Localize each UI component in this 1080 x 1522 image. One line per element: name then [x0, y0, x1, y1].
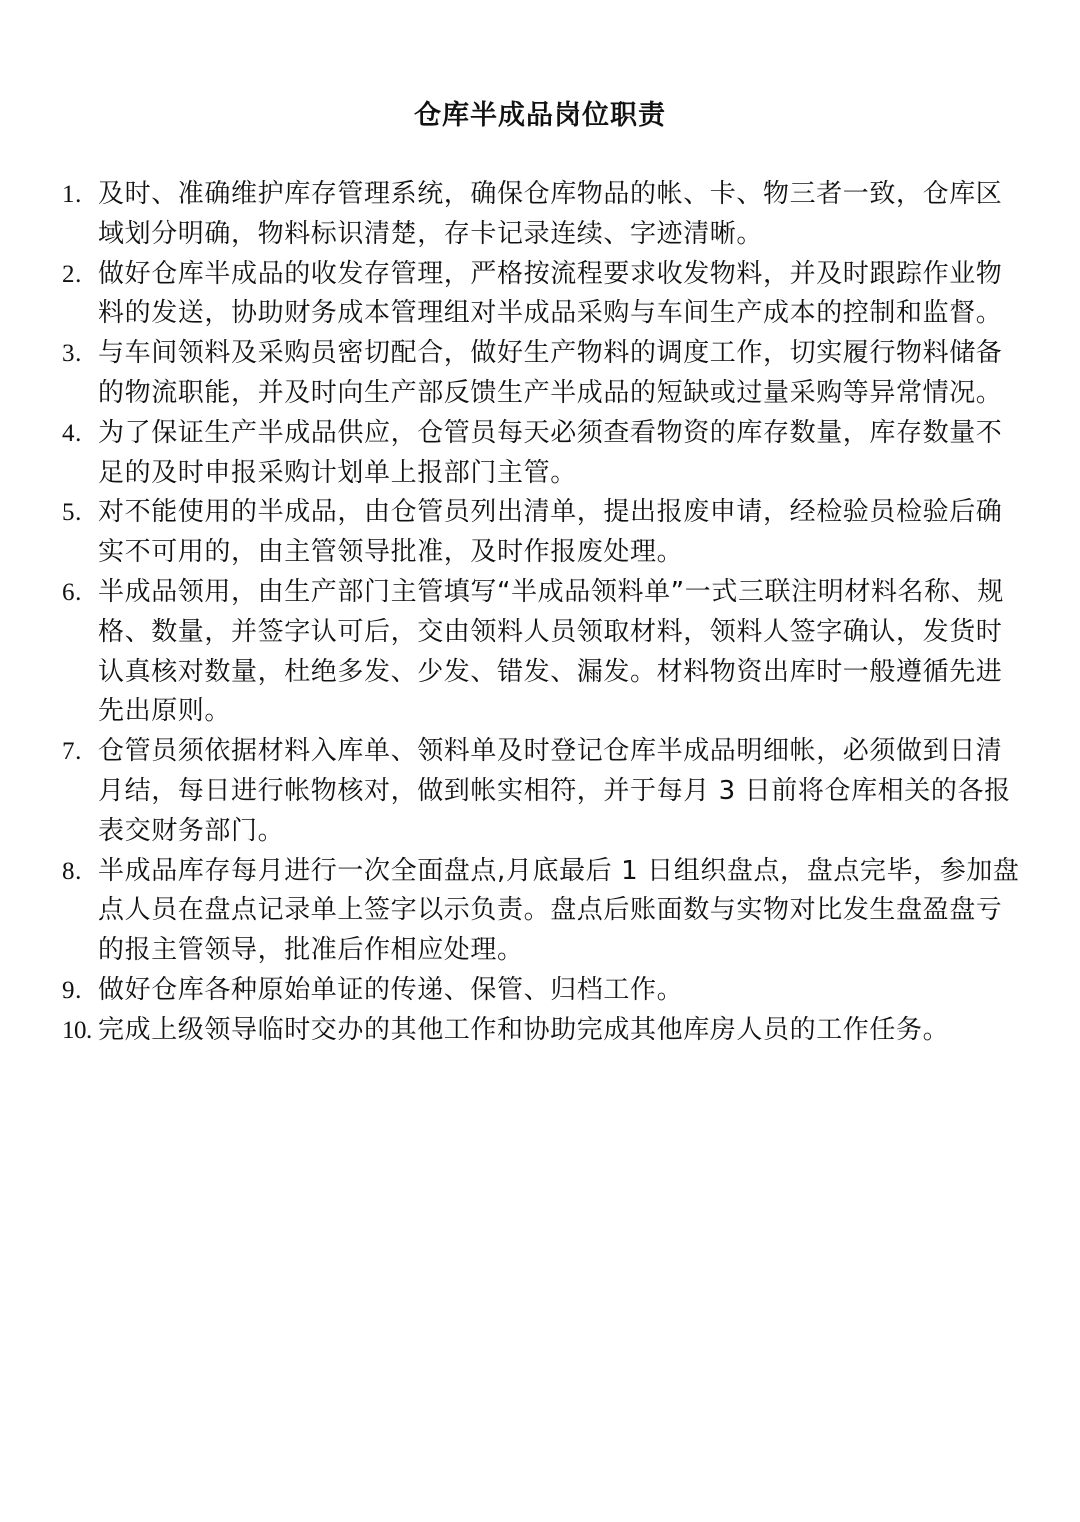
item-text: 半成品领用，由生产部门主管填写“半成品领料单”一式三联注明材料名称、规格、数量，并签字认可后，交由领料人员领取材料，领料人签字确认，发货时认真核对数量，杜绝多发、少发、错发、漏发。材料物资出库时一般遵循先进先出原则。 — [98, 576, 1004, 727]
document-title: 仓库半成品岗位职责 — [414, 100, 666, 131]
item-number: 6. — [62, 578, 82, 606]
item-text: 仓管员须依据材料入库单、领料单及时登记仓库半成品明细帐，必须做到日清月结，每日进行帐物核对，做到帐实相符，并于每月 3 日前将仓库相关的各报表交财务部门。 — [98, 736, 1011, 846]
item-text: 做好仓库各种原始单证的传递、保管、归档工作。 — [98, 974, 684, 1005]
list-item — [62, 493, 1022, 573]
list-item — [62, 414, 1022, 494]
item-number: 4. — [62, 419, 82, 447]
item-number: 5. — [62, 499, 82, 527]
item-number: 7. — [62, 738, 82, 766]
item-text: 及时、准确维护库存管理系统，确保仓库物品的帐、卡、物三者一致，仓库区域划分明确，物料标识清楚，存卡记录连续、字迹清晰。 — [98, 179, 1003, 249]
item-text: 半成品库存每月进行一次全面盘点,月底最后 1 日组织盘点，盘点完毕，参加盘点人员在盘点记录单上签字以示负责。盘点后账面数与实物对比发生盘盈盘亏的报主管领导，批准后作相应处理。 — [98, 855, 1020, 966]
item-text: 做好仓库半成品的收发存管理，严格按流程要求收发物料，并及时跟踪作业物料的发送，协助财务成本管理组对半成品采购与车间生产成本的控制和监督。 — [98, 258, 1003, 329]
list-item — [62, 255, 1022, 335]
list-item — [62, 1011, 1022, 1051]
item-number: 2. — [62, 260, 82, 288]
duty-list — [62, 175, 1022, 1051]
item-number: 8. — [62, 857, 82, 885]
item-text: 完成上级领导临时交办的其他工作和协助完成其他库房人员的工作任务。 — [98, 1014, 950, 1045]
item-number: 1. — [62, 181, 82, 208]
list-item — [62, 852, 1022, 971]
item-number: 9. — [62, 976, 82, 1004]
item-text: 对不能使用的半成品，由仓管员列出清单，提出报废申请，经检验员检验后确实不可用的，由主管领导批准，及时作报废处理。 — [98, 497, 1003, 568]
item-text: 为了保证生产半成品供应，仓管员每天必须查看物资的库存数量，库存数量不足的及时申报采购计划单上报部门主管。 — [98, 417, 1003, 488]
list-item — [62, 573, 1022, 732]
list-item — [62, 732, 1022, 851]
list-item — [62, 971, 1022, 1011]
item-number: 10. — [62, 1016, 92, 1044]
list-item — [62, 175, 1022, 255]
list-item — [62, 334, 1022, 414]
item-number: 3. — [62, 340, 82, 368]
item-text: 与车间领料及采购员密切配合，做好生产物料的调度工作，切实履行物料储备的物流职能，并及时向生产部反馈生产半成品的短缺或过量采购等异常情况。 — [98, 338, 1003, 408]
